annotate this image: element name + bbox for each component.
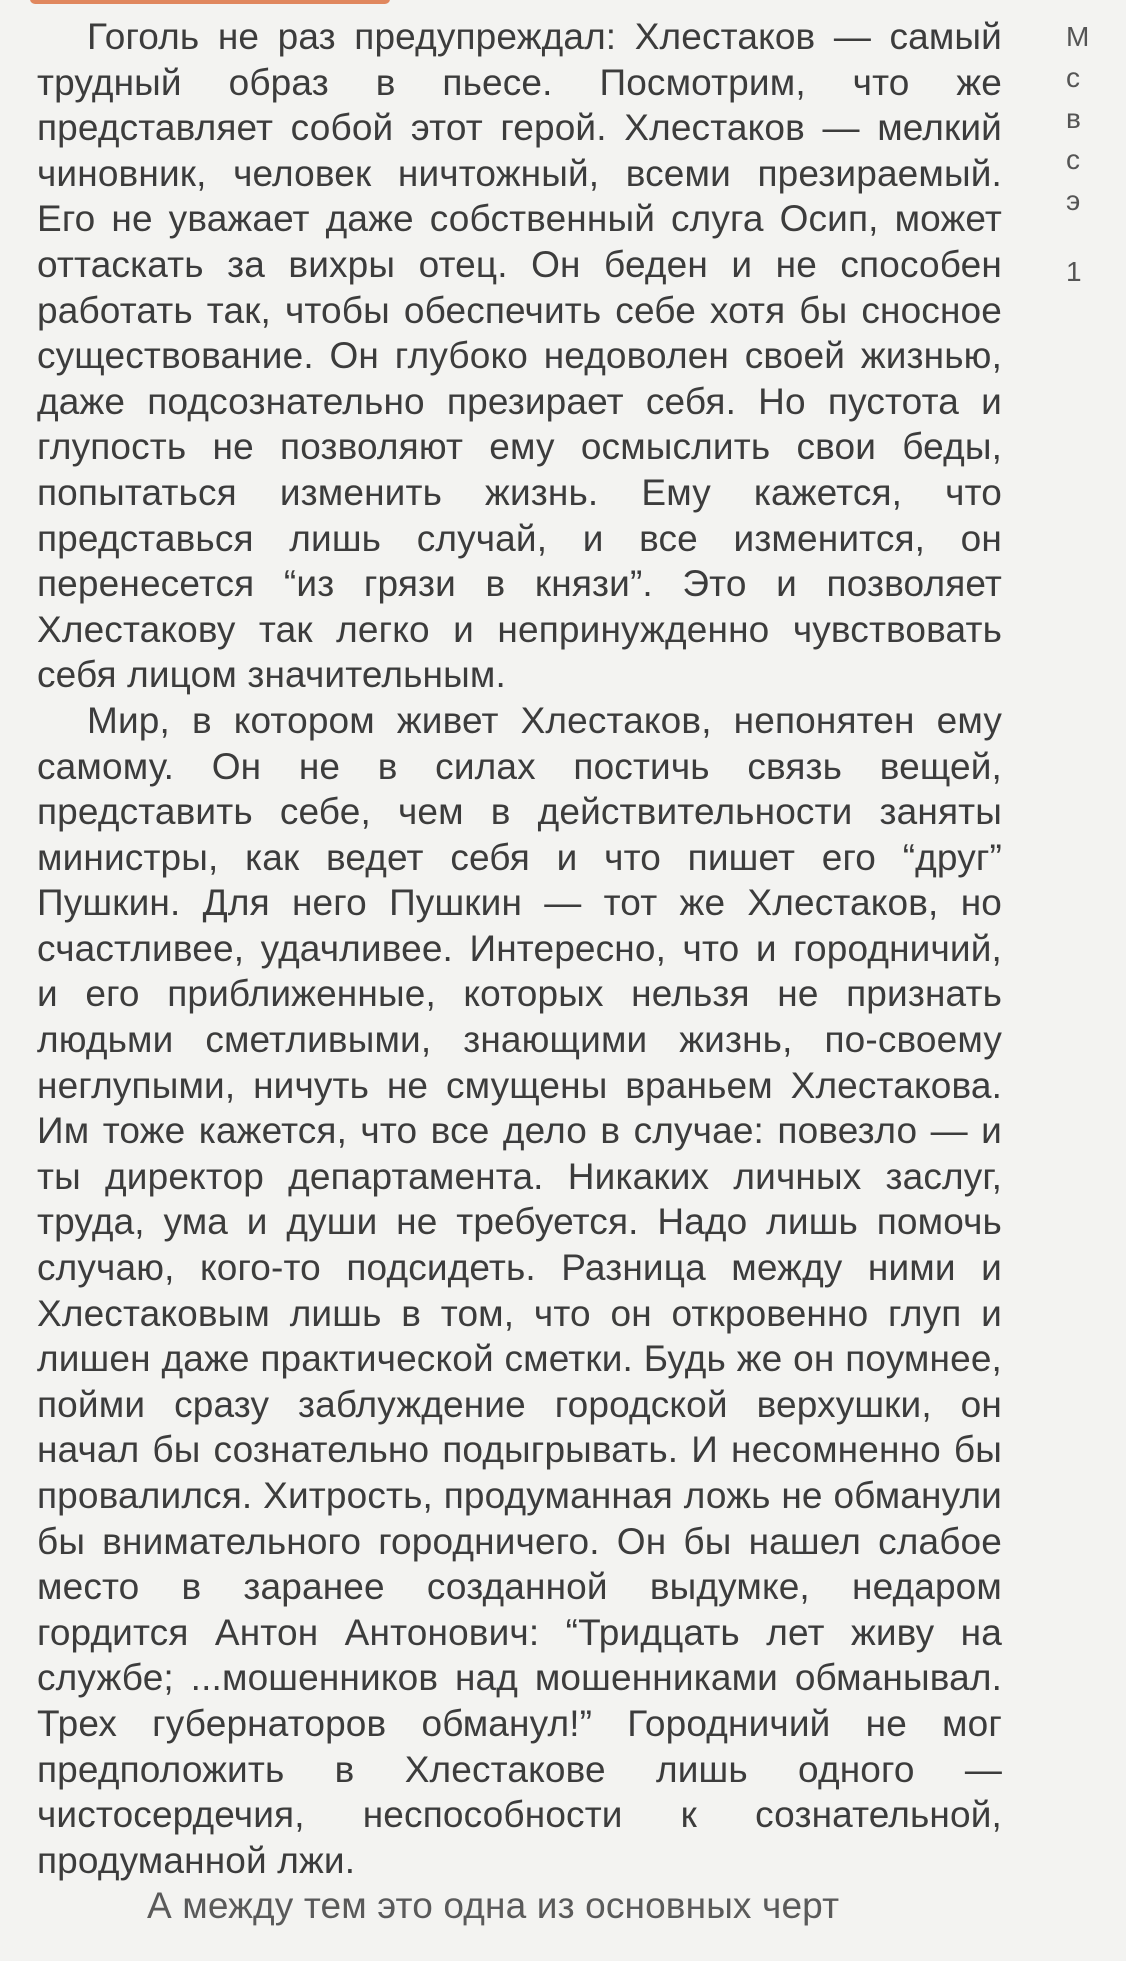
side-fragment: э — [1066, 185, 1081, 216]
side-fragment: в — [1066, 103, 1081, 134]
paragraph-2: Мир, в котором живет Хлестаков, непонятен ему самому. Он не в силах постичь связь вещей, представить себе, чем в действительности заняты министры, как ведет себя и что пишет его “друг” Пушкин. Для него Пушкин — тот же Хлестаков, но счастливее, удачливее. Интересно, что и городничий, и его приближенные, которых нельзя не признать людьми сметливыми, знающими жизнь, по-своему неглупыми, ничуть не смущены враньем Хлестакова. Им тоже кажется, что все дело в случае: повезло — и ты директор департамента. Никаких личных заслуг, труда, ума и души не требуется. Надо лишь помочь случаю, кого-то подсидеть. Разница между ними и Хлестаковым лишь в том, что он откровенно глуп и лишен даже практической сметки. Будь же он поумнее, пойми сразу заблуждение городской верхушки, он начал бы сознательно подыгрывать. И несомненно бы провалился. Хитрость, продуманная ложь не обманули бы внимательного городничего. Он бы нашел слабое место в заранее созданной выдумке, недаром гордится Антон Антонович: “Тридцать лет живу на службе; ...мошенников над мошенниками обманывал. Трех губернаторов обманул!” Городничий не мог предположить в Хлестакове лишь одного — чистосердечия, неспособности к сознательной, продуманной лжи. — [37, 699, 1002, 1881]
side-number: 1 — [1066, 256, 1082, 287]
paragraph-1: Гоголь не раз предупреждал: Хлестаков — самый трудный образ в пьесе. Посмотрим, что же представляет собой этот герой. Хлестаков — мелкий чиновник, человек ничтожный, всеми презираемый. Его не уважает даже собственный слуга Осип, может оттаскать за вихры отец. Он беден и не способен работать так, чтобы обеспечить себе хотя бы сносное существование. Он глубоко недоволен своей жизнью, даже подсознательно презирает себя. Но пустота и глупость не позволяют ему осмыслить свои беды, попытаться изменить жизнь. Ему кажется, что представься лишь случай, и все изменится, он перенесется “из грязи в князи”. Это и позволяет Хлестакову так легко и непринужденно чувствовать себя лицом значительным. — [37, 16, 1002, 696]
side-fragment: с — [1066, 144, 1080, 175]
side-fragment: М — [1066, 21, 1090, 52]
side-fragment: с — [1066, 62, 1080, 93]
next-page-peek — [1066, 16, 1126, 292]
article-body — [37, 14, 1002, 1929]
paragraph-3-partial: А между тем это одна из основных черт — [147, 1885, 840, 1927]
top-accent-bar — [30, 0, 390, 4]
